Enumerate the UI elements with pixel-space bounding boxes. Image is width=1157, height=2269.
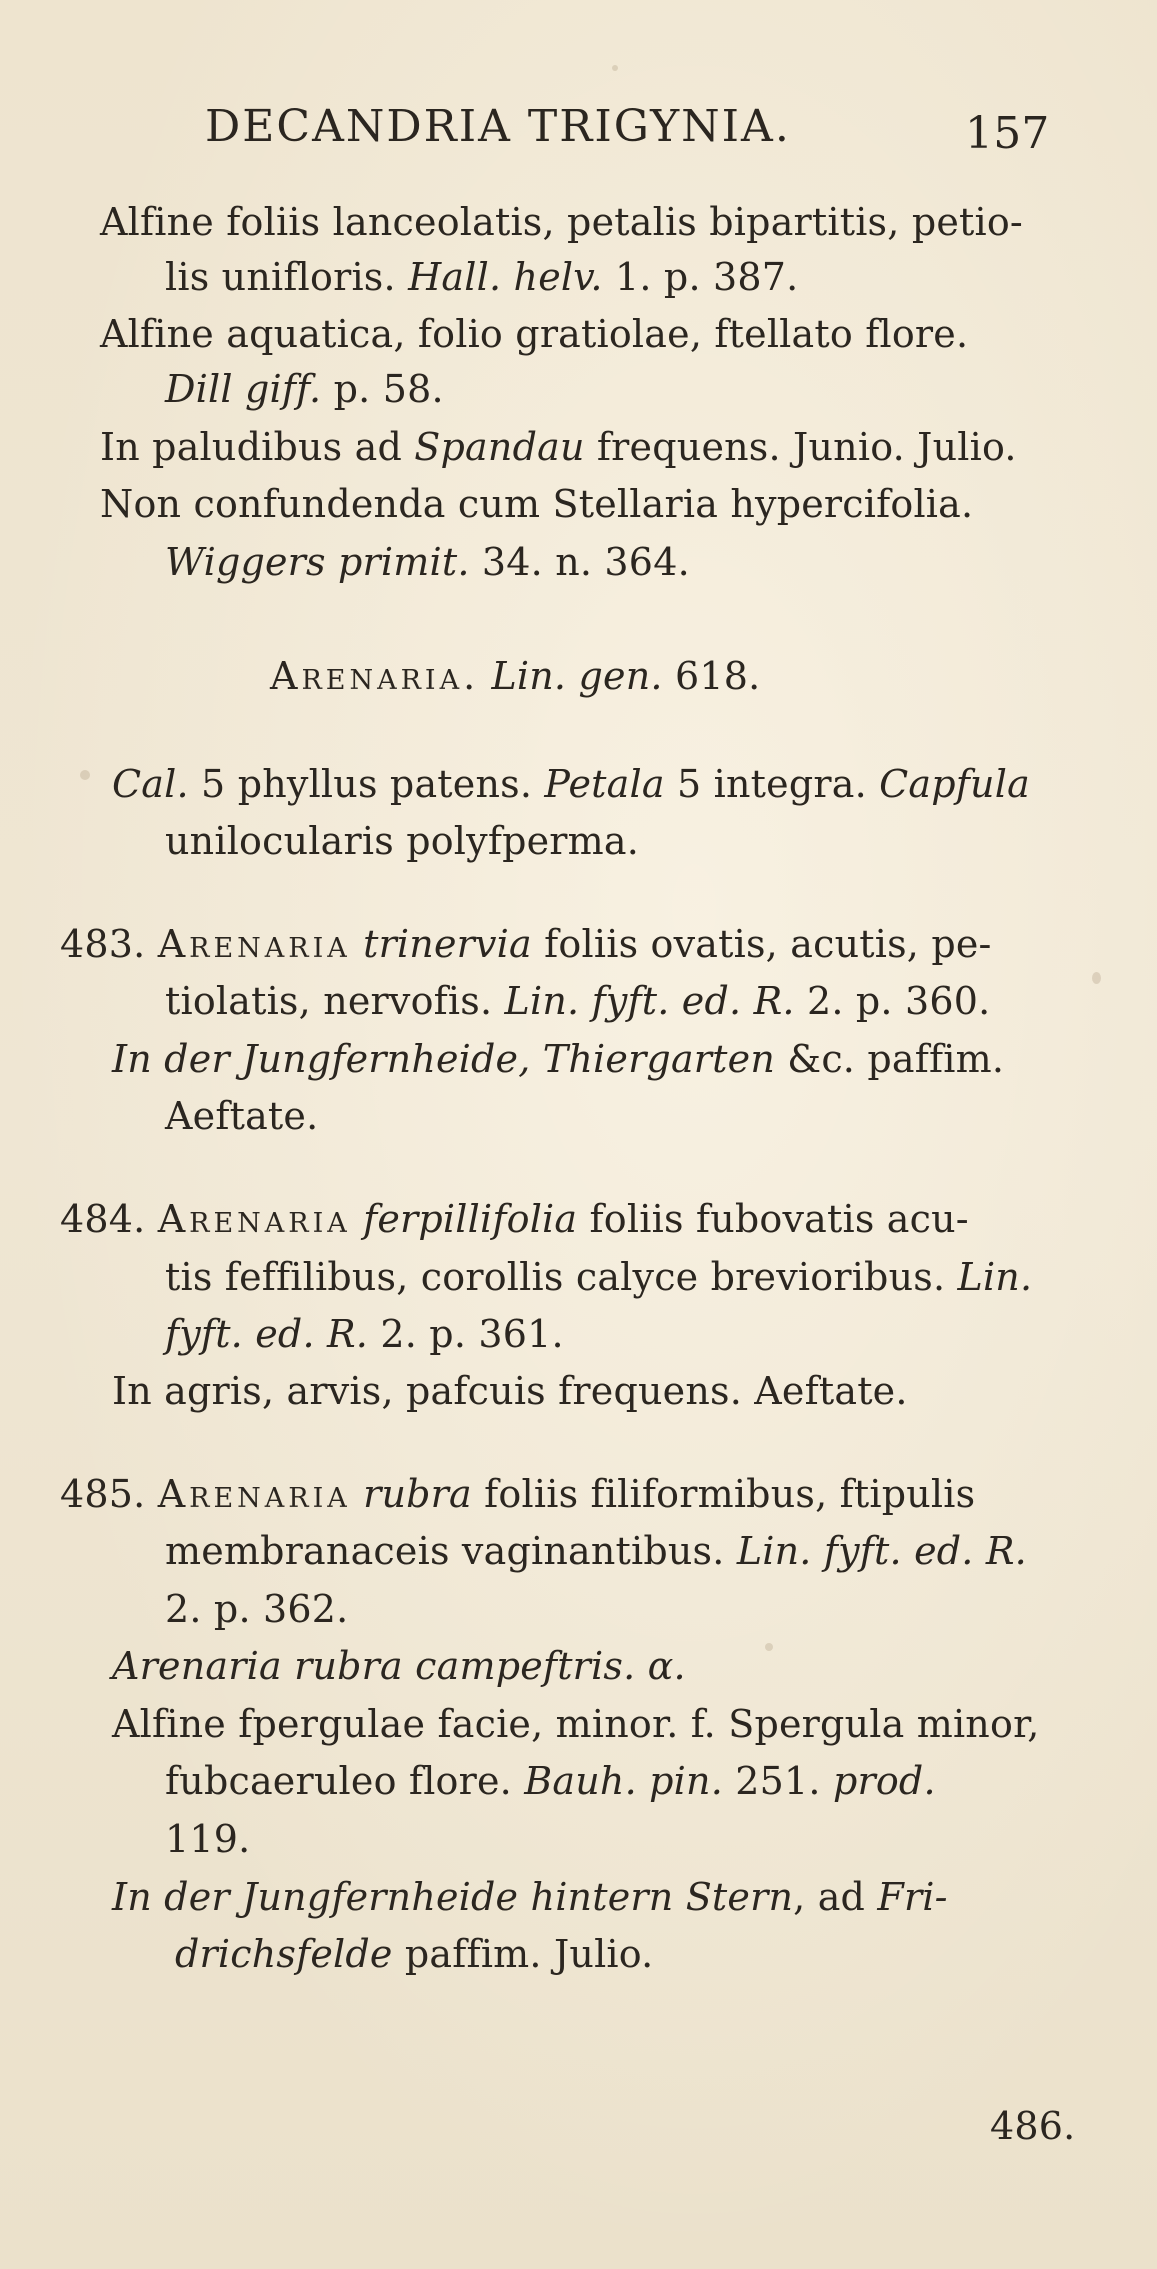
locality: Spandau xyxy=(414,425,585,469)
text-line xyxy=(100,312,969,356)
citation-author: Wiggers primit. xyxy=(165,540,470,584)
paper-stain xyxy=(765,1643,773,1651)
text-run: tis feffilibus, corollis calyce brevioribus. xyxy=(165,1255,946,1299)
text-run: paffim. Julio. xyxy=(404,1932,654,1976)
text-line xyxy=(165,367,444,411)
text-run: tiolatis, nervofis. xyxy=(165,979,493,1023)
text-line xyxy=(165,1817,251,1861)
term: Petala xyxy=(544,762,665,806)
citation-author: Dill giff. xyxy=(165,367,322,411)
citation-author: Hall. helv. xyxy=(408,255,603,299)
species-name: ferpillifolia xyxy=(363,1197,578,1241)
text-run: 618. xyxy=(674,654,761,698)
text-line xyxy=(112,1702,1040,1746)
catchword: 486. xyxy=(990,2104,1076,2148)
citation-author: Lin. gen. xyxy=(491,654,663,698)
text-run: 1. p. 387. xyxy=(614,255,799,299)
text-line xyxy=(165,1255,1033,1299)
text-run: membranaceis vaginantibus. xyxy=(165,1529,725,1573)
text-run: lis unifloris. xyxy=(165,255,396,299)
entry-number: 483. xyxy=(60,922,146,966)
text-run: 2. p. 361. xyxy=(380,1312,564,1356)
text-run: Alfine fpergulae facie, minor. f. Spergula minor, xyxy=(112,1702,1040,1746)
text-run: Alfine aquatica, folio gratiolae, ftellato flore. xyxy=(100,312,969,356)
text-run: fubcaeruleo flore. xyxy=(165,1759,512,1803)
term: Cal. xyxy=(112,762,189,806)
text-line xyxy=(112,762,1030,806)
text-run: unilocularis polyfperma. xyxy=(165,819,640,863)
species-name: rubra xyxy=(363,1472,472,1516)
text-line xyxy=(165,1587,349,1631)
text-run: 5 integra. xyxy=(676,762,867,806)
text-run: frequens. Junio. Julio. xyxy=(596,425,1017,469)
paper-stain xyxy=(1092,972,1101,984)
text-run: foliis ovatis, acutis, pe- xyxy=(544,922,992,966)
text-line xyxy=(100,425,1017,469)
genus-name: Arenaria xyxy=(157,1197,351,1241)
text-run: 251. xyxy=(735,1759,821,1803)
locality: In der Jungfernheide, Thiergarten xyxy=(112,1037,776,1081)
text-run: In agris, arvis, pafcuis frequens. Aeftate. xyxy=(112,1369,908,1413)
text-run: foliis fubovatis acu- xyxy=(589,1197,969,1241)
text-run: Aeftate. xyxy=(165,1094,319,1138)
text-run: p. 58. xyxy=(333,367,444,411)
text-run: 119. xyxy=(165,1817,251,1861)
text-line xyxy=(165,1529,1027,1573)
text-line xyxy=(112,1875,948,1919)
paper-stain xyxy=(612,65,618,71)
text-line xyxy=(112,1037,1005,1081)
text-run: 34. n. 364. xyxy=(481,540,690,584)
paper-stain xyxy=(80,770,90,780)
citation-author: Lin. fyft. ed. R. xyxy=(504,979,795,1023)
text-run: 2. p. 362. xyxy=(165,1587,349,1631)
text-line xyxy=(165,540,690,584)
text-run: 2. p. 360. xyxy=(806,979,991,1023)
citation-author: fyft. ed. R. xyxy=(165,1312,369,1356)
locality: drichsfelde xyxy=(175,1932,393,1976)
citation-author: Lin. fyft. ed. R. xyxy=(736,1529,1027,1573)
locality: Fri- xyxy=(877,1875,948,1919)
entry-number: 485. xyxy=(60,1472,146,1516)
text-run: foliis filiformibus, ftipulis xyxy=(484,1472,976,1516)
genus-heading xyxy=(270,654,761,698)
text-run: 5 phyllus patens. xyxy=(201,762,533,806)
text-line xyxy=(112,1369,908,1413)
text-run: Non confundenda cum Stellaria hypercifolia. xyxy=(100,482,974,526)
text-run: , ad xyxy=(793,1875,866,1919)
text-line xyxy=(165,1094,319,1138)
citation-author: Bauh. pin. xyxy=(524,1759,723,1803)
entry-483 xyxy=(60,922,992,966)
text-line xyxy=(175,1932,654,1976)
text-line xyxy=(165,819,640,863)
text-line xyxy=(112,1644,686,1688)
text-line xyxy=(100,200,1023,244)
text-line xyxy=(165,979,991,1023)
genus-name: Arenaria xyxy=(157,1472,351,1516)
text-line xyxy=(165,255,799,299)
entry-484 xyxy=(60,1197,969,1241)
genus-name: Arenaria xyxy=(157,922,351,966)
text-line xyxy=(165,1759,936,1803)
locality: In der Jungfernheide hintern Stern xyxy=(112,1875,794,1919)
entry-number: 484. xyxy=(60,1197,146,1241)
text-line xyxy=(165,1312,564,1356)
text-line xyxy=(100,482,974,526)
genus-name: Arenaria. xyxy=(270,654,480,698)
text-run: In paludibus ad xyxy=(100,425,403,469)
text-run: &c. paffim. xyxy=(787,1037,1005,1081)
species-name: trinervia xyxy=(363,922,532,966)
term: Capfula xyxy=(879,762,1030,806)
citation-author: prod. xyxy=(832,1759,936,1803)
citation-author: Lin. xyxy=(957,1255,1033,1299)
running-head: DECANDRIA TRIGYNIA. xyxy=(205,101,791,152)
text-run: Alfine foliis lanceolatis, petalis bipartitis, petio- xyxy=(100,200,1023,244)
variety-name: Arenaria rubra campeftris. α. xyxy=(112,1644,686,1688)
entry-485 xyxy=(60,1472,976,1516)
page-number: 157 xyxy=(965,108,1050,159)
